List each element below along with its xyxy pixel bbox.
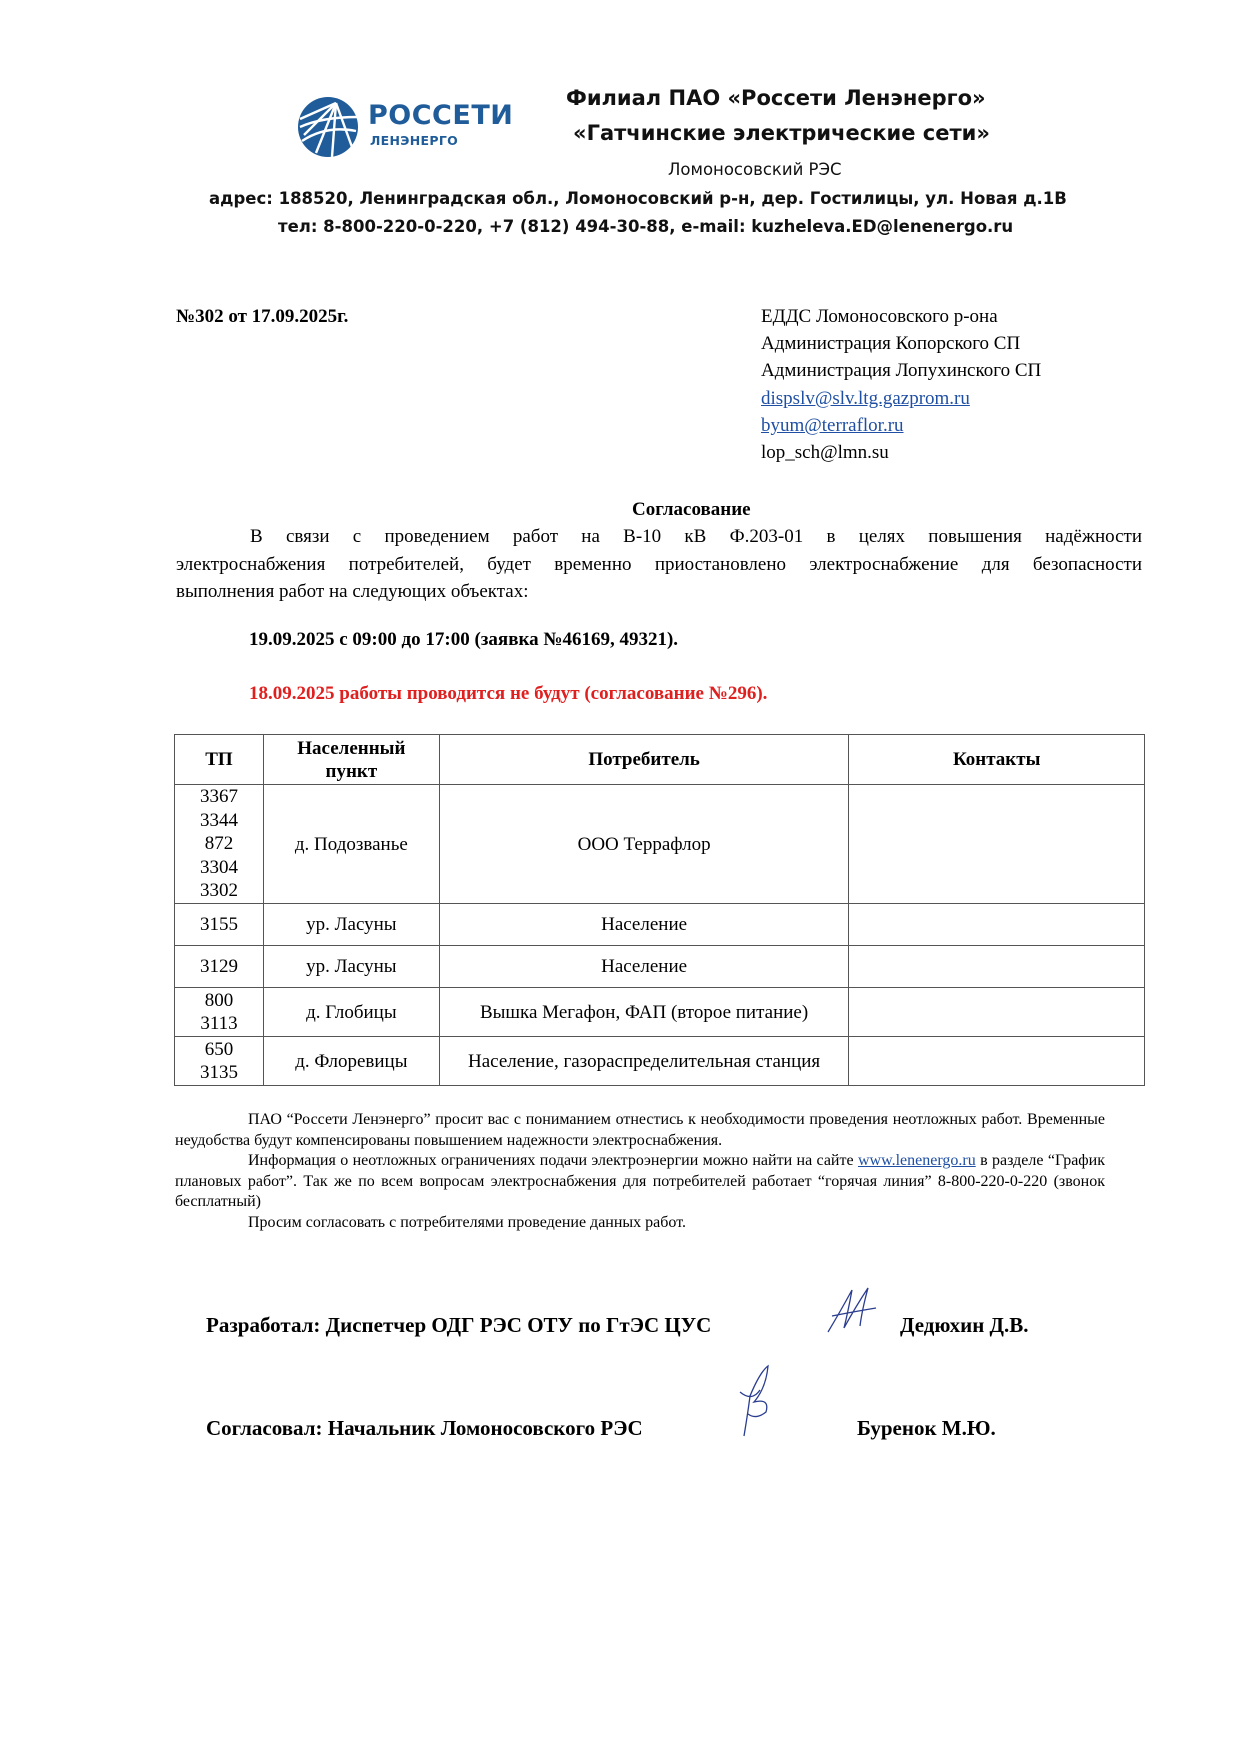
cell-consumer: Население — [439, 946, 849, 988]
cell-place: ур. Ласуны — [263, 946, 439, 988]
cell-tp — [175, 1037, 264, 1086]
work-schedule: 19.09.2025 с 09:00 до 17:00 (заявка №46169, 49321). — [249, 629, 679, 650]
col-header-place — [263, 735, 439, 785]
org-district-title: Ломоносовский РЭС — [668, 160, 842, 179]
rosseti-logo — [296, 93, 536, 161]
note-info-hotline: в разделе “График плановых работ”. Так же по всем вопросам электроснабжения для потребителей работает “горячая линия” 8-800-220-0-220 (звонок бесплатный) — [175, 1152, 1105, 1210]
developed-by-name: Дедюхин Д.В. — [900, 1313, 1029, 1337]
org-contacts: тел: 8-800-220-0-220, +7 (812) 494-30-88, e-mail: kuzheleva.ED@lenenergo.ru — [278, 217, 1014, 236]
intro-line-3: выполнения работ на следующих объектах: — [176, 581, 529, 602]
col-header-contacts: Контакты — [849, 735, 1145, 785]
document-number: №302 от 17.09.2025г. — [176, 306, 349, 327]
tp-number: 3155 — [199, 913, 238, 935]
cell-place: д. Глобицы — [263, 988, 439, 1037]
org-network-title: «Гатчинские электрические сети» — [573, 121, 990, 145]
recipient-email-gazprom-link[interactable]: dispslv@slv.ltg.gazprom.ru — [761, 388, 970, 409]
cell-consumer: Вышка Мегафон, ФАП (второе питание) — [439, 988, 849, 1037]
recipient-eddc: ЕДДС Ломоносовского р-она — [761, 306, 998, 327]
tp-number: 3135 — [199, 1062, 238, 1083]
cell-consumer: Население — [439, 904, 849, 946]
rosseti-emblem-icon — [296, 95, 360, 159]
tp-number: 800 — [204, 989, 234, 1011]
cell-tp — [175, 988, 264, 1037]
approved-by-label: Согласовал: Начальник Ломоносовского РЭС — [206, 1416, 643, 1440]
col-header-tp: ТП — [175, 735, 264, 785]
cell-consumer: Население, газораспределительная станция — [439, 1037, 849, 1086]
intro-paragraph — [176, 523, 1142, 606]
table-row — [175, 785, 1145, 904]
recipient-email-terraflor-link[interactable]: byum@terraflor.ru — [761, 415, 904, 436]
logo-wordmark: РОССЕТИ — [368, 100, 514, 131]
note-paragraph-request: Просим согласовать с потребителями проведение данных работ. — [248, 1213, 686, 1231]
cell-contacts — [849, 785, 1145, 904]
cell-contacts — [849, 988, 1145, 1037]
table-row — [175, 1037, 1145, 1086]
cell-tp — [175, 785, 264, 904]
col-header-consumer: Потребитель — [439, 735, 849, 785]
outage-table — [174, 734, 1145, 1086]
table-row — [175, 988, 1145, 1037]
approved-by-name: Буренок М.Ю. — [857, 1416, 996, 1440]
org-branch-title: Филиал ПАО «Россети Ленэнерго» — [566, 86, 986, 110]
org-address: адрес: 188520, Ленинградская обл., Ломоносовский р-н, дер. Гостилицы, ул. Новая д.1В — [209, 189, 1067, 208]
cell-tp — [175, 904, 264, 946]
table-row — [175, 946, 1145, 988]
intro-line-2: электроснабжения потребителей, будет временно приостановлено электроснабжение для безопасности — [176, 553, 1142, 575]
signature-burenok — [730, 1362, 780, 1442]
tp-number: 3302 — [199, 880, 238, 902]
signature-dedyukhin — [822, 1282, 882, 1342]
table-row — [175, 904, 1145, 946]
tp-number: 872 — [204, 833, 234, 855]
col-header-place-line1: Населенный — [297, 737, 406, 759]
intro-line-1: В связи с проведением работ на В-10 кВ Ф.203-01 в целях повышения надёжности — [250, 526, 1142, 547]
recipient-lopukhinskoe: Администрация Лопухинского СП — [761, 360, 1042, 381]
cell-contacts — [849, 1037, 1145, 1086]
table-header-row — [175, 735, 1145, 785]
tp-number: 3344 — [199, 809, 238, 831]
developed-by-label: Разработал: Диспетчер ОДГ РЭС ОТУ по ГтЭС ЦУС — [206, 1313, 712, 1337]
cell-consumer: ООО Террафлор — [439, 785, 849, 904]
tp-number: 3367 — [199, 786, 238, 808]
cell-place: д. Подозванье — [263, 785, 439, 904]
tp-number: 3129 — [199, 955, 238, 977]
col-header-place-line2: пункт — [325, 760, 378, 782]
note-paragraph-info — [175, 1151, 1105, 1213]
document-title: Согласование — [632, 499, 751, 520]
tp-number: 650 — [204, 1038, 234, 1060]
cell-contacts — [849, 904, 1145, 946]
recipient-koporskoe: Администрация Копорского СП — [761, 333, 1021, 354]
cell-place: д. Флоревицы — [263, 1037, 439, 1086]
tp-number: 3113 — [200, 1013, 238, 1034]
footer-note — [175, 1110, 1105, 1233]
note-paragraph-apology: ПАО “Россети Ленэнерго” просит вас с пониманием отнестись к необходимости проведения неотложных работ. Временные неудобства будут компенсированы повышением надежности электроснабжения. — [175, 1111, 1105, 1149]
cell-tp — [175, 946, 264, 988]
cancellation-notice: 18.09.2025 работы проводится не будут (согласование №296). — [249, 683, 768, 704]
note-info-text: Информация о неотложных ограничениях подачи электроэнергии можно найти на сайте — [248, 1152, 858, 1169]
logo-subtext: ЛЕНЭНЕРГО — [370, 133, 459, 148]
cell-place: ур. Ласуны — [263, 904, 439, 946]
tp-number: 3304 — [199, 856, 238, 878]
lenenergo-website-link[interactable]: www.lenenergo.ru — [857, 1152, 976, 1169]
cell-contacts — [849, 946, 1145, 988]
recipient-email-lopsch: lop_sch@lmn.su — [761, 442, 889, 463]
